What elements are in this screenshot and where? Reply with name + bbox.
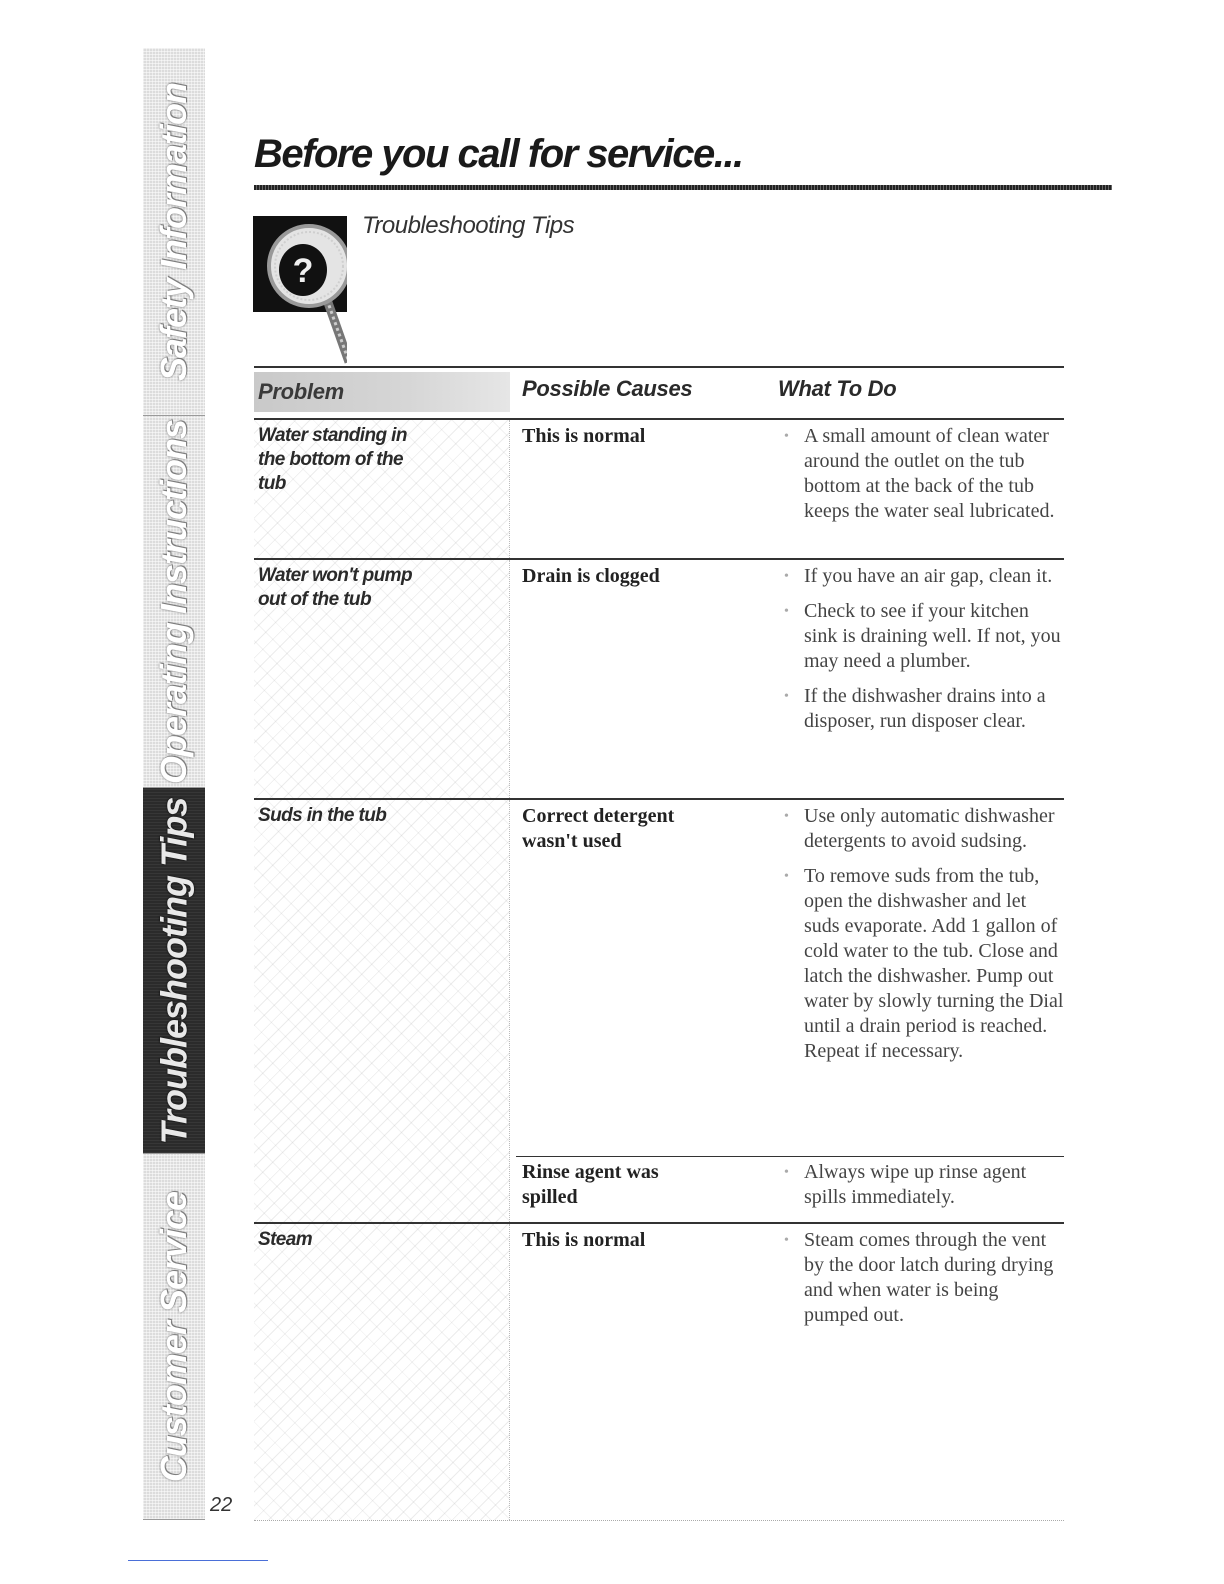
table-row	[254, 1224, 1064, 1521]
tab-label: Operating Instructions	[153, 419, 195, 784]
problem-cell	[254, 560, 510, 798]
cause-text: This is normal	[522, 425, 646, 447]
header-possible-causes: Possible Causes	[522, 376, 693, 401]
title-rule	[254, 185, 1112, 190]
cause-text: Correct detergent wasn't used	[522, 805, 675, 852]
action-item: • If the dishwasher drains into a disposer, run disposer clear.	[784, 684, 1064, 734]
sub-row-divider	[516, 1156, 1064, 1157]
action-list	[784, 1228, 1064, 1338]
problem-cell	[254, 420, 510, 558]
table-header	[254, 366, 1064, 420]
action-item: • If you have an air gap, clean it.	[784, 564, 1064, 589]
tab-label: Safety Information	[153, 82, 195, 381]
action-list	[784, 564, 1064, 744]
problem-cell	[254, 1224, 510, 1520]
action-item: • Check to see if your kitchen sink is draining well. If not, you may need a plumber.	[784, 599, 1064, 674]
tab-label: Troubleshooting Tips	[153, 797, 195, 1144]
cause-text: Rinse agent was spilled	[522, 1161, 659, 1208]
action-item: • To remove suds from the tub, open the dishwasher and let suds evaporate. Add 1 gallon of cold water to the tub. Close and latch the dishwasher. Pump out water by slowly turning the Dial until a drain period is reached. Repeat if necessary.	[784, 864, 1064, 1064]
cause-text: This is normal	[522, 1229, 646, 1251]
footnote-rule	[128, 1560, 268, 1561]
page-number: 22	[210, 1494, 233, 1516]
action-list	[784, 424, 1064, 534]
action-item: • Steam comes through the vent by the door latch during drying and when water is being pumped out.	[784, 1228, 1064, 1328]
action-list	[784, 1160, 1064, 1220]
action-list	[784, 804, 1064, 1074]
tab-label: Customer Service	[153, 1191, 195, 1482]
section-subtitle: Troubleshooting Tips	[362, 212, 575, 239]
problem-cell	[254, 800, 510, 1222]
table-row	[254, 560, 1064, 800]
page-title: Before you call for service...	[254, 132, 743, 176]
tab-customer-service[interactable]	[143, 1154, 205, 1520]
problem-text: Water won't pump out of the tub	[258, 565, 412, 610]
section-tabs	[143, 48, 205, 1520]
header-what-to-do: What To Do	[778, 376, 897, 401]
problem-text: Suds in the tub	[258, 805, 387, 826]
tab-safety-information[interactable]	[143, 48, 205, 416]
magnifier-question-icon	[253, 216, 347, 366]
problem-text: Steam	[258, 1229, 313, 1250]
problem-text: Water standing in the bottom of the tub	[258, 425, 407, 494]
tab-operating-instructions[interactable]	[143, 416, 205, 788]
action-item: • A small amount of clean water around the outlet on the tub bottom at the back of the tub keeps the water seal lubricated.	[784, 424, 1064, 524]
troubleshooting-table	[254, 366, 1064, 1521]
cause-text: Drain is clogged	[522, 565, 660, 587]
action-item: • Use only automatic dishwasher detergents to avoid sudsing.	[784, 804, 1064, 854]
svg-text:?: ?	[292, 252, 314, 290]
header-problem: Problem	[254, 372, 510, 412]
table-row	[254, 420, 1064, 560]
tab-troubleshooting-tips[interactable]	[143, 788, 205, 1154]
table-row	[254, 800, 1064, 1224]
action-item: • Always wipe up rinse agent spills immediately.	[784, 1160, 1064, 1210]
